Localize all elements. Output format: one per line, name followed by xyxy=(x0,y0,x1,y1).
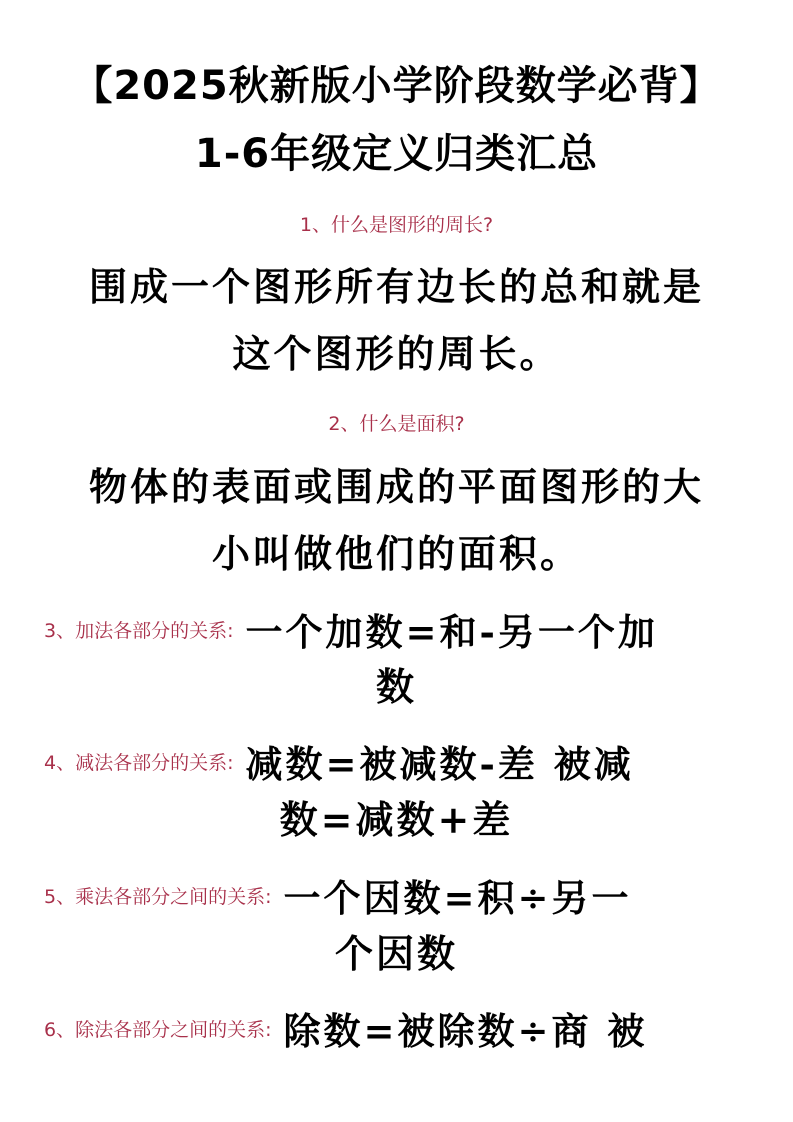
title-line-2: 1-6年级定义归类汇总 xyxy=(194,131,599,177)
item-3-line-1 xyxy=(44,602,749,656)
question-5: 5、乘法各部分之间的关系: xyxy=(44,885,272,908)
question-6: 6、除法各部分之间的关系: xyxy=(44,1018,272,1041)
answer-5-line-1: 一个因数=积÷另一 xyxy=(283,876,632,920)
item-4-line-1 xyxy=(44,734,749,788)
answer-2-line-1: 物体的表面或围成的平面图形的大 xyxy=(88,464,704,509)
answer-5-line-2: 个因数 xyxy=(334,931,458,976)
answer-1-line-2: 这个图形的周长。 xyxy=(232,331,561,376)
answer-6-line-1: 除数=被除数÷商 被 xyxy=(283,1009,648,1053)
answer-4-line-1: 减数=被减数-差 被减 xyxy=(245,742,634,786)
answer-3-line-2: 数 xyxy=(375,664,417,709)
item-6-line-1 xyxy=(44,1001,749,1055)
answer-3-line-1: 一个加数=和-另一个加 xyxy=(245,610,658,654)
answer-1-line-1: 围成一个图形所有边长的总和就是 xyxy=(88,264,704,309)
title-line-1: 【2025秋新版小学阶段数学必背】 xyxy=(72,63,721,109)
question-4: 4、减法各部分的关系: xyxy=(44,751,234,774)
answer-2-line-2: 小叫做他们的面积。 xyxy=(211,531,581,576)
question-2: 2、什么是面积? xyxy=(328,413,465,435)
question-1: 1、什么是图形的周长? xyxy=(299,214,494,236)
item-5-line-1 xyxy=(44,868,749,922)
answer-4-line-2: 数=减数+差 xyxy=(279,797,514,842)
question-3: 3、加法各部分的关系: xyxy=(44,619,234,642)
